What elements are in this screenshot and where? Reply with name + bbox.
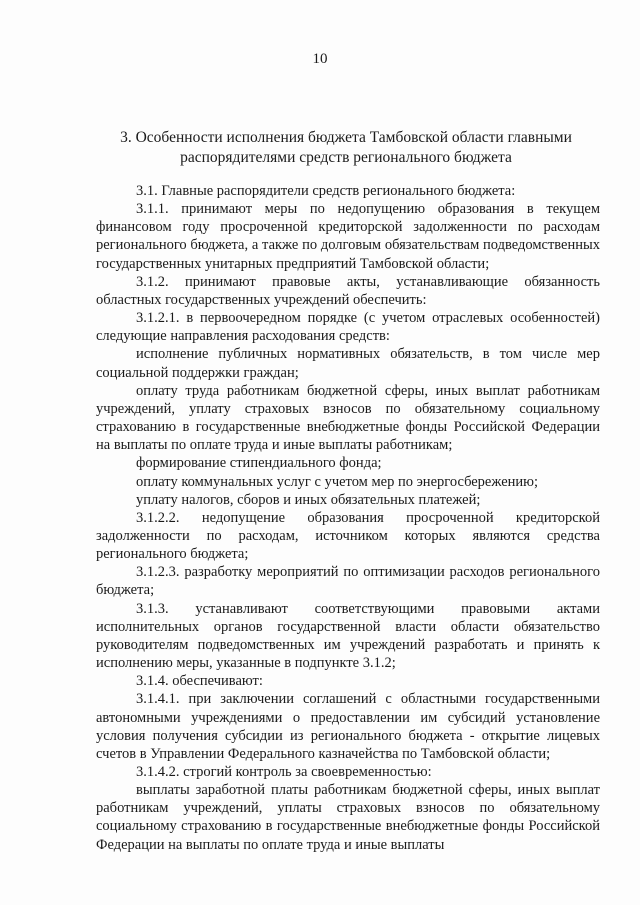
- paragraph: 3.1.3. устанавливают соответствующими правовыми актами исполнительных органов государственной власти области обязательство руководителям подведомственных им учреждений разработать и принять к исполнению меры, указанные в подпункте 3.1.2;: [96, 600, 600, 672]
- paragraph: 3.1.4.2. строгий контроль за своевременностью:: [136, 764, 432, 780]
- paragraph: оплату коммунальных услуг с учетом мер по энергосбережению;: [136, 473, 539, 490]
- paragraph: выплаты заработной платы работникам бюджетной сферы, иных выплат работникам учреждений, уплаты страховых взносов по обязательному социальному страхованию в государственные внебюджетные фонды Российской Федерации на выплаты по оплате труда и иные выплаты: [96, 782, 600, 853]
- page-number: 10: [312, 51, 328, 67]
- section-title: 3. Особенности исполнения бюджета Тамбовской области главными распорядителями средств регионального бюджета: [120, 129, 572, 166]
- paragraph: 3.1.2.3. разработку мероприятий по оптимизации расходов регионального бюджета;: [96, 564, 600, 599]
- document-body: [96, 182, 600, 854]
- paragraph: формирование стипендиального фонда;: [136, 455, 382, 472]
- paragraph: 3.1.2.2. недопущение образования просроченной кредиторской задолженности по расходам, источником которых являются средства регионального бюджета;: [96, 509, 600, 563]
- paragraph: 3.1.1. принимают меры по недопущению образования в текущем финансовом году просроченной кредиторской задолженности по расходам регионального бюджета, а также по долговым обязательствам подведомственных государственных унитарных предприятий Тамбовской области;: [96, 201, 600, 272]
- paragraph: 3.1.2.1. в первоочередном порядке (с учетом отраслевых особенностей) следующие направления расходования средств:: [96, 310, 600, 345]
- paragraph: уплату налогов, сборов и иных обязательных платежей;: [136, 491, 481, 508]
- paragraph: 3.1. Главные распорядители средств регионального бюджета:: [136, 183, 516, 199]
- paragraph: 3.1.4. обеспечивают:: [136, 673, 263, 690]
- paragraph: исполнение публичных нормативных обязательств, в том числе мер социальной поддержки граждан;: [96, 346, 600, 381]
- paragraph: 3.1.2. принимают правовые акты, устанавливающие обязанность областных государственных учреждений обеспечить:: [96, 273, 600, 308]
- paragraph: 3.1.4.1. при заключении соглашений с областными государственными автономными учреждениями о предоставлении им субсидий установление условия получения субсидии из регионального бюджета - открытие лицевых счетов в Управлении Федерального казначейства по Тамбовской области;: [96, 691, 600, 762]
- paragraph: оплату труда работникам бюджетной сферы, иных выплат работникам учреждений, уплату страховых взносов по обязательному социальному страхованию в государственные внебюджетные фонды Российской Федерации на выплаты по оплате труда и иные выплаты работникам;: [96, 382, 600, 454]
